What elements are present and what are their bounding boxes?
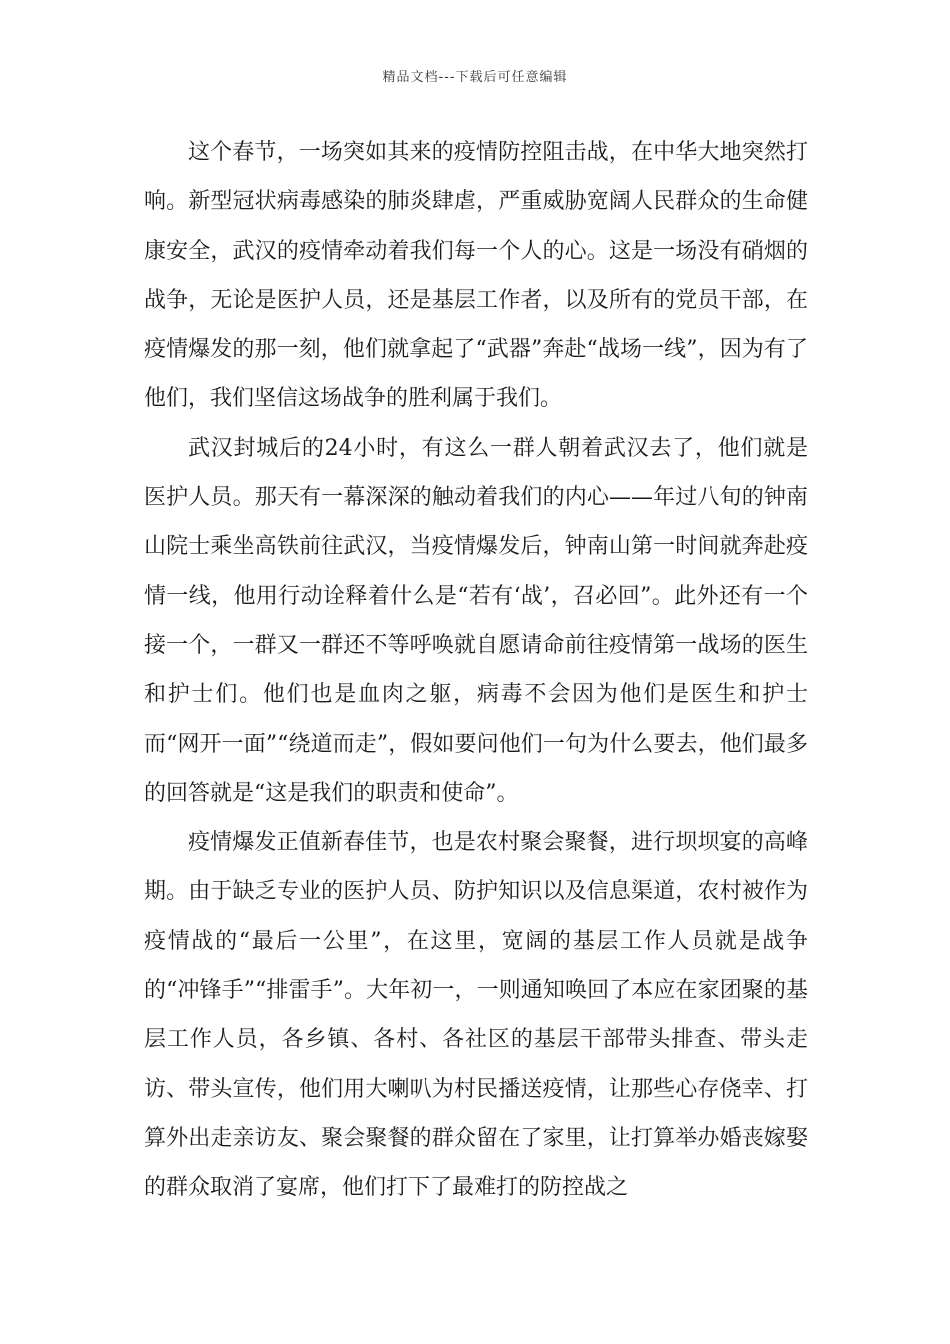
paragraph-3: 疫情爆发正值新春佳节，也是农村聚会聚餐，进行坝坝宴的高峰期。由于缺乏专业的医护人员、防护知识以及信息渠道，农村被作为疫情战的“最后一公里”，在这里，宽阔的基层工作人员就是战争的“冲锋手”“排雷手”。大年初一，一则通知唤回了本应在家团聚的基层工作人员，各乡镇、各村、各社区的基层干部带头排查、带头走访、带头宣传，他们用大喇叭为村民播送疫情，让那些心存侥幸、打算外出走亲访友、聚会聚餐的群众留在了家里，让打算举办婚丧嫁娶的群众取消了宴席，他们打下了最难打的防控战之 bbox=[144, 830, 808, 1201]
article-body bbox=[144, 128, 808, 1213]
paragraph-2: 武汉封城后的24小时，有这么一群人朝着武汉去了，他们就是医护人员。那天有一幕深深的触动着我们的内心——年过八旬的钟南山院士乘坐高铁前往武汉，当疫情爆发后，钟南山第一时间就奔赴疫情一线，他用行动诠释着什么是“若有‘战’，召必回”。此外还有一个接一个，一群又一群还不等呼唤就自愿请命前往疫情第一战场的医生和护士们。他们也是血肉之躯，病毒不会因为他们是医生和护士而“网开一面”“绕道而走”，假如要问他们一句为什么要去，他们最多的回答就是“这是我们的职责和使命”。 bbox=[144, 435, 808, 806]
paragraph-1: 这个春节，一场突如其来的疫情防控阻击战，在中华大地突然打响。新型冠状病毒感染的肺炎肆虐，严重威胁宽阔人民群众的生命健康安全，武汉的疫情牵动着我们每一个人的心。这是一场没有硝烟的战争，无论是医护人员，还是基层工作者，以及所有的党员干部，在疫情爆发的那一刻，他们就拿起了“武器”奔赴“战场一线”，因为有了他们，我们坚信这场战争的胜利属于我们。 bbox=[144, 140, 808, 412]
page-header-watermark: 精品文档---下载后可任意编辑 bbox=[382, 70, 568, 85]
